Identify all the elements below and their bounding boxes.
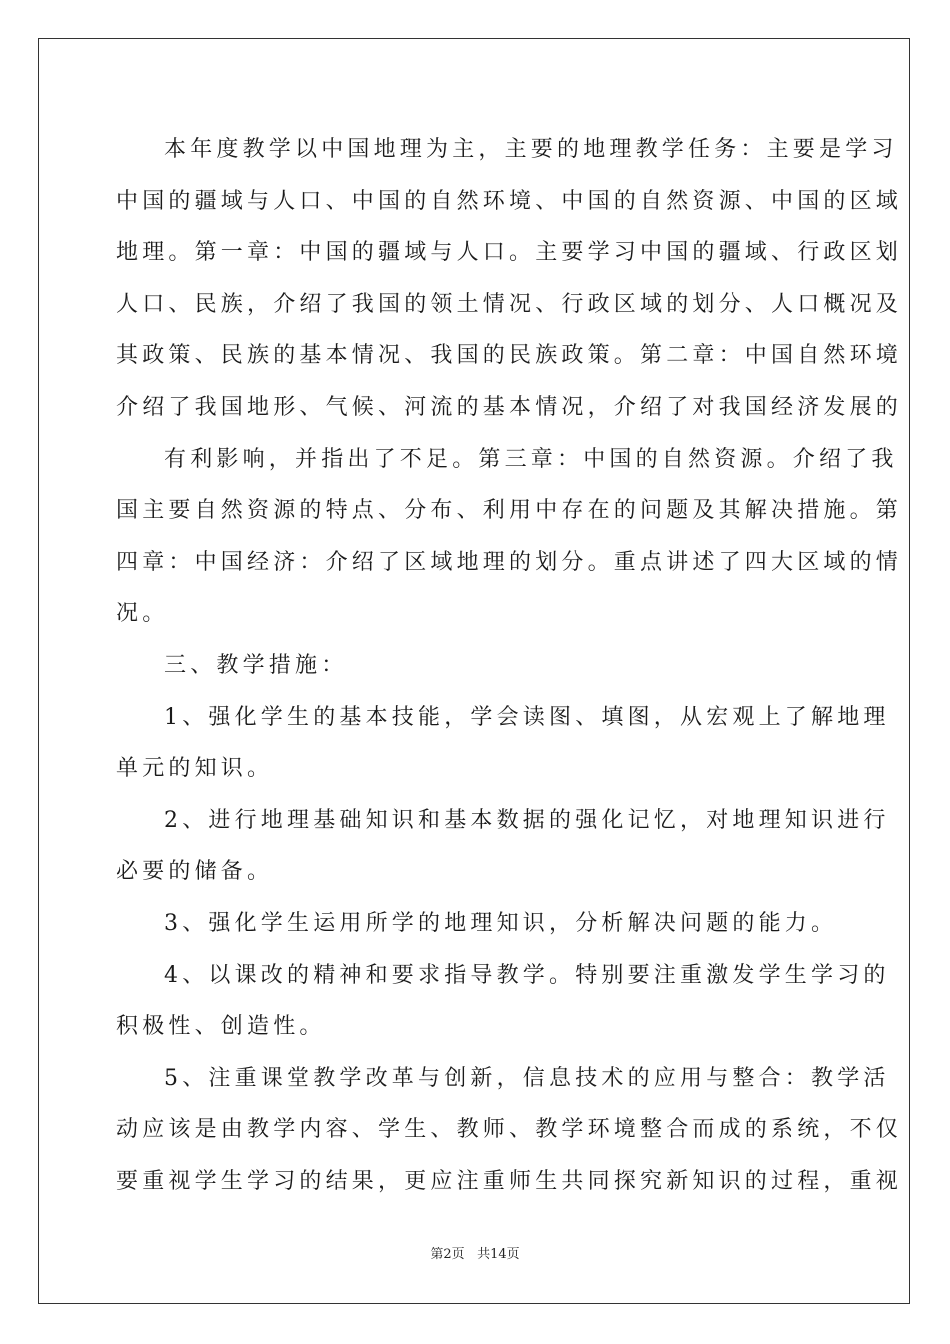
text-line: 介绍了我国地形、气候、河流的基本情况，介绍了对我国经济发展的 xyxy=(116,394,903,420)
text-line: 单元的知识。 xyxy=(116,756,274,782)
text-line: 动应该是由教学内容、学生、教师、教学环境整合而成的系统，不仅 xyxy=(116,1117,903,1143)
text-line: 四章：中国经济：介绍了区域地理的划分。重点讲述了四大区域的情 xyxy=(116,549,903,575)
text-line: 有利影响，并指出了不足。第三章：中国的自然资源。介绍了我 xyxy=(164,446,898,472)
page-total: 共14页 xyxy=(477,1247,520,1262)
text-line: 1、强化学生的基本技能，学会读图、填图，从宏观上了解地理 xyxy=(164,704,890,730)
document-body xyxy=(116,124,903,1207)
text-line: 必要的储备。 xyxy=(116,859,274,885)
section-heading: 三、教学措施： xyxy=(164,652,348,678)
text-line: 2、进行地理基础知识和基本数据的强化记忆，对地理知识进行 xyxy=(164,807,890,833)
text-line: 其政策、民族的基本情况、我国的民族政策。第二章：中国自然环境 xyxy=(116,343,903,369)
text-line: 4、以课改的精神和要求指导教学。特别要注重激发学生学习的 xyxy=(164,962,890,988)
text-line: 积极性、创造性。 xyxy=(116,1014,326,1040)
text-line: 人口、民族，介绍了我国的领土情况、行政区域的划分、人口概况及 xyxy=(116,291,903,317)
text-line: 地理。第一章：中国的疆域与人口。主要学习中国的疆域、行政区划 xyxy=(116,240,903,266)
text-line: 本年度教学以中国地理为主，主要的地理教学任务：主要是学习 xyxy=(164,137,898,162)
text-line: 5、注重课堂教学改革与创新，信息技术的应用与整合：教学活 xyxy=(164,1065,890,1091)
text-line: 3、强化学生运用所学的地理知识，分析解决问题的能力。 xyxy=(164,910,838,936)
text-line: 中国的疆域与人口、中国的自然环境、中国的自然资源、中国的区域 xyxy=(116,188,903,214)
text-line: 国主要自然资源的特点、分布、利用中存在的问题及其解决措施。第 xyxy=(116,498,903,524)
text-line: 况。 xyxy=(116,601,169,627)
page-number: 第2页 xyxy=(430,1247,465,1262)
text-line: 要重视学生学习的结果，更应注重师生共同探究新知识的过程，重视 xyxy=(116,1168,903,1194)
page-footer xyxy=(0,1246,950,1264)
